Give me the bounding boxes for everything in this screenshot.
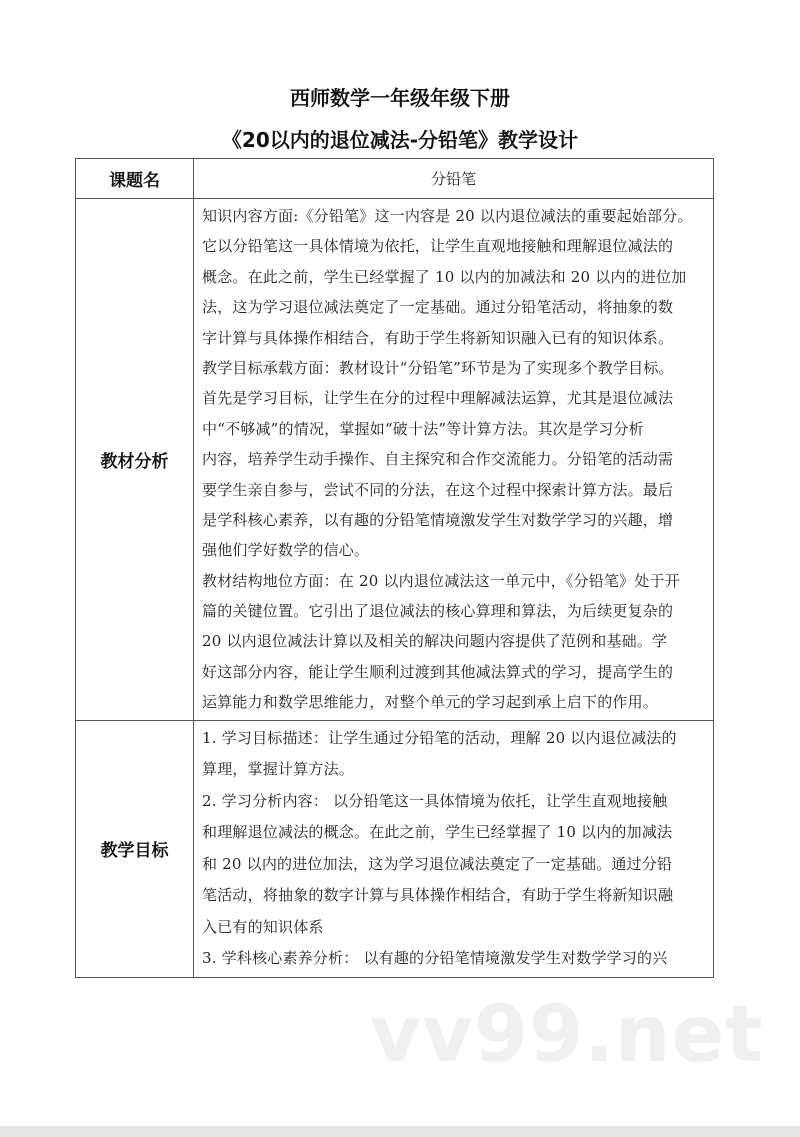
topic-label: 课题名 [76,159,194,199]
text-line: 运算能力和数学思维能力，对整个单元的学习起到承上启下的作用。 [202,693,659,712]
topic-value: 分铅笔 [194,159,714,199]
text-line: 笔活动，将抽象的数字计算与具体操作相结合，有助于学生将新知识融 [202,886,674,905]
text-line: 强他们学好数学的信心。 [202,541,370,560]
text-line: 要学生亲自参与，尝试不同的分法，在这个过程中探索计算方法。最后 [202,480,674,499]
text-line: 知识内容方面:《分铅笔》这一内容是 20 以内退位减法的重要起始部分。 [202,207,693,225]
text-line: 是学科核心素养，以有趣的分铅笔情境激发学生对数学学习的兴趣，增 [202,510,674,529]
material-analysis-content [194,199,714,721]
text-line: 1. 学习目标描述：让学生通过分铅笔的活动，理解 20 以内退位减法的 [202,728,677,747]
table-row-teaching-goals [76,720,714,977]
text-line: 和理解退位减法的概念。在此之前，学生已经掌握了 10 以内的加减法 [202,823,673,842]
text-line: 算理，掌握计算方法。 [202,760,355,779]
text-line: 法，这为学习退位减法奠定了一定基础。通过分铅笔活动，将抽象的数 [202,298,674,317]
text-line: 20 以内退位减法计算以及相关的解决问题内容提供了范例和基础。学 [202,632,668,651]
text-line: 首先是学习目标，让学生在分的过程中理解减法运算，尤其是退位减法 [202,389,674,408]
text-line: 概念。在此之前，学生已经掌握了 10 以内的加减法和 20 以内的进位加 [202,267,687,286]
lesson-design-table [75,158,714,978]
page-bottom-edge [0,1126,800,1137]
teaching-goals-label: 教学目标 [76,720,194,977]
text-line: 字计算与具体操作相结合，有助于学生将新知识融入已有的知识体系。 [202,328,674,347]
text-line: 内容，培养学生动手操作、自主探究和合作交流能力。分铅笔的活动需 [202,450,674,469]
table-row-topic [76,159,714,199]
table-row-material-analysis [76,199,714,721]
text-line: 中“不够减”的情况，掌握如“破十法”等计算方法。其次是学习分析 [202,419,644,438]
text-line: 教材结构地位方面：在 20 以内退位减法这一单元中，《分铅笔》处于开 [202,571,680,590]
text-line: 篇的关键位置。它引出了退位减法的核心算理和算法，为后续更复杂的 [202,602,674,621]
text-line: 和 20 以内的进位加法，这为学习退位减法奠定了一定基础。通过分铅 [202,854,673,873]
text-line: 它以分铅笔这一具体情境为依托，让学生直观地接触和理解退位减法的 [202,237,674,256]
document-title: 西师数学一年级年级下册 [290,86,510,110]
text-line: 2. 学习分析内容： 以分铅笔这一具体情境为依托，让学生直观地接触 [202,791,668,810]
teaching-goals-content [194,720,714,977]
document-subtitle: 《20以内的退位减法-分铅笔》教学设计 [221,128,579,152]
watermark: vv99.net [370,990,764,1080]
text-line: 3. 学科核心素养分析： 以有趣的分铅笔情境激发学生对数学学习的兴 [202,949,668,968]
material-analysis-label: 教材分析 [76,199,194,721]
text-line: 入已有的知识体系 [202,917,324,936]
text-line: 教学目标承载方面：教材设计“分铅笔”环节是为了实现多个教学目标。 [202,358,674,377]
text-line: 好这部分内容，能让学生顺利过渡到其他减法算式的学习，提高学生的 [202,662,674,681]
